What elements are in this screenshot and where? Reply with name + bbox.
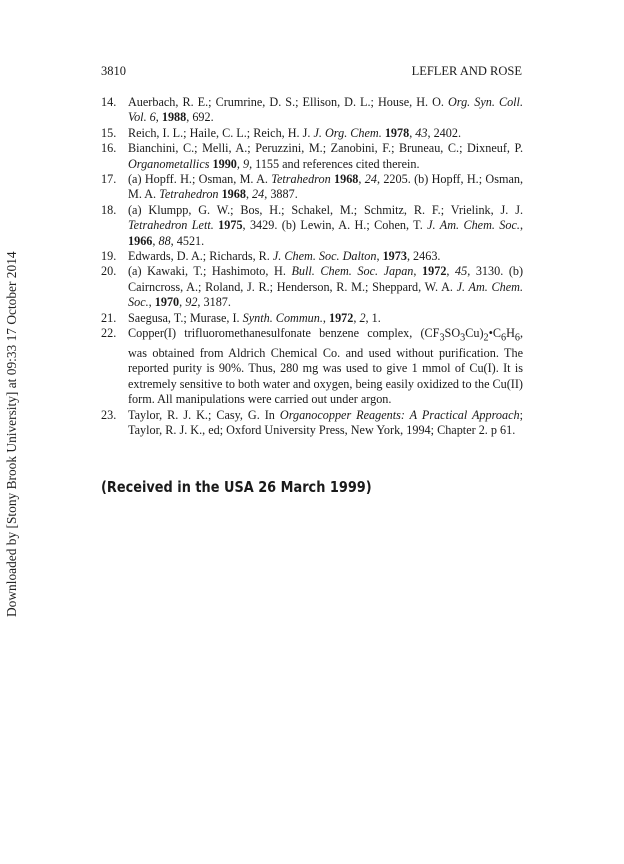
reference-text: Edwards, D. A.; Richards, R. J. Chem. Soc. Dalton, 1973, 2463. bbox=[128, 249, 441, 264]
reference-number: 20. bbox=[101, 264, 117, 279]
reference-list bbox=[101, 95, 523, 438]
reference-text: Auerbach, R. E.; Crumrine, D. S.; Ellison, D. L.; House, H. O. Org. Syn. Coll. Vol. 6, 1988, 692. bbox=[128, 95, 523, 125]
reference-number: 17. bbox=[101, 172, 117, 187]
reference-number: 15. bbox=[101, 125, 117, 140]
reference-item bbox=[101, 249, 523, 264]
page-number: 3810 bbox=[101, 64, 126, 78]
reference-text: (a) Kawaki, T.; Hashimoto, H. Bull. Chem. Soc. Japan, 1972, 45, 3130. (b) Cairncross, A.; Roland, J. R.; Henderson, R. M.; Sheppard, W. A. J. Am. Chem. Soc., 1970, 92, 3187. bbox=[128, 264, 524, 310]
page-header bbox=[101, 64, 522, 80]
reference-number: 23. bbox=[101, 407, 117, 422]
reference-text: (a) Hopff. H.; Osman, M. A. Tetrahedron 1968, 24, 2205. (b) Hopff, H.; Osman, M. A. Tetrahedron 1968, 24, 3887. bbox=[128, 172, 523, 202]
reference-item bbox=[101, 141, 523, 172]
reference-item bbox=[101, 126, 523, 141]
download-watermark bbox=[4, 251, 24, 637]
reference-number: 22. bbox=[101, 326, 117, 341]
reference-item bbox=[101, 408, 523, 439]
reference-item bbox=[101, 311, 523, 326]
reference-number: 21. bbox=[101, 310, 117, 325]
reference-item bbox=[101, 203, 523, 249]
reference-number: 14. bbox=[101, 95, 117, 109]
reference-text: Reich, I. L.; Haile, C. L.; Reich, H. J. J. Org. Chem. 1978, 43, 2402. bbox=[128, 125, 461, 140]
reference-text: Saegusa, T.; Murase, I. Synth. Commun., 1972, 2, 1. bbox=[128, 310, 381, 325]
running-head: LEFLER AND ROSE bbox=[411, 64, 522, 78]
reference-text: (a) Klumpp, G. W.; Bos, H.; Schakel, M.; Schmitz, R. F.; Vrielink, J. J. Tetrahedron Lett. 1975, 3429. (b) Lewin, A. H.; Cohen, T. J. Am. Chem. Soc., 1966, 88, 4521. bbox=[128, 202, 524, 248]
reference-number: 19. bbox=[101, 249, 117, 264]
reference-number: 18. bbox=[101, 202, 117, 217]
reference-item bbox=[101, 264, 523, 310]
reference-text: Copper(I) trifluoromethanesulfonate benzene complex, $(CF_3SO_3Cu)_2•C_6H_6$, was obtained from Aldrich Chemical Co. and used without purification. The reported purity is 90%. Thus, 280 mg was used to give 1 mmol of Cu(I). It is extremely sensitive to both water and oxygen, being easily oxidized to the Cu(II) form. All manipulations were carried out under argon. bbox=[128, 326, 523, 407]
reference-item bbox=[101, 95, 523, 126]
reference-text: Taylor, R. J. K.; Casy, G. In Organocopper Reagents: A Practical Approach; Taylor, R. J. K., ed; Oxford University Press, New York, 1994; Chapter 2. p 61. bbox=[128, 407, 523, 437]
reference-number: 16. bbox=[101, 141, 117, 156]
download-note: Downloaded by [Stony Brook University] at 09:33 17 October 2014 bbox=[4, 251, 19, 617]
reference-item bbox=[101, 326, 523, 407]
received-date: (Received in the USA 26 March 1999) bbox=[101, 478, 372, 496]
reference-text: Bianchini, C.; Melli, A.; Peruzzini, M.; Zanobini, F.; Bruneau, C.; Dixneuf, P. Organometallics 1990, 9, 1155 and references cited therein. bbox=[128, 141, 523, 171]
reference-item bbox=[101, 172, 523, 203]
